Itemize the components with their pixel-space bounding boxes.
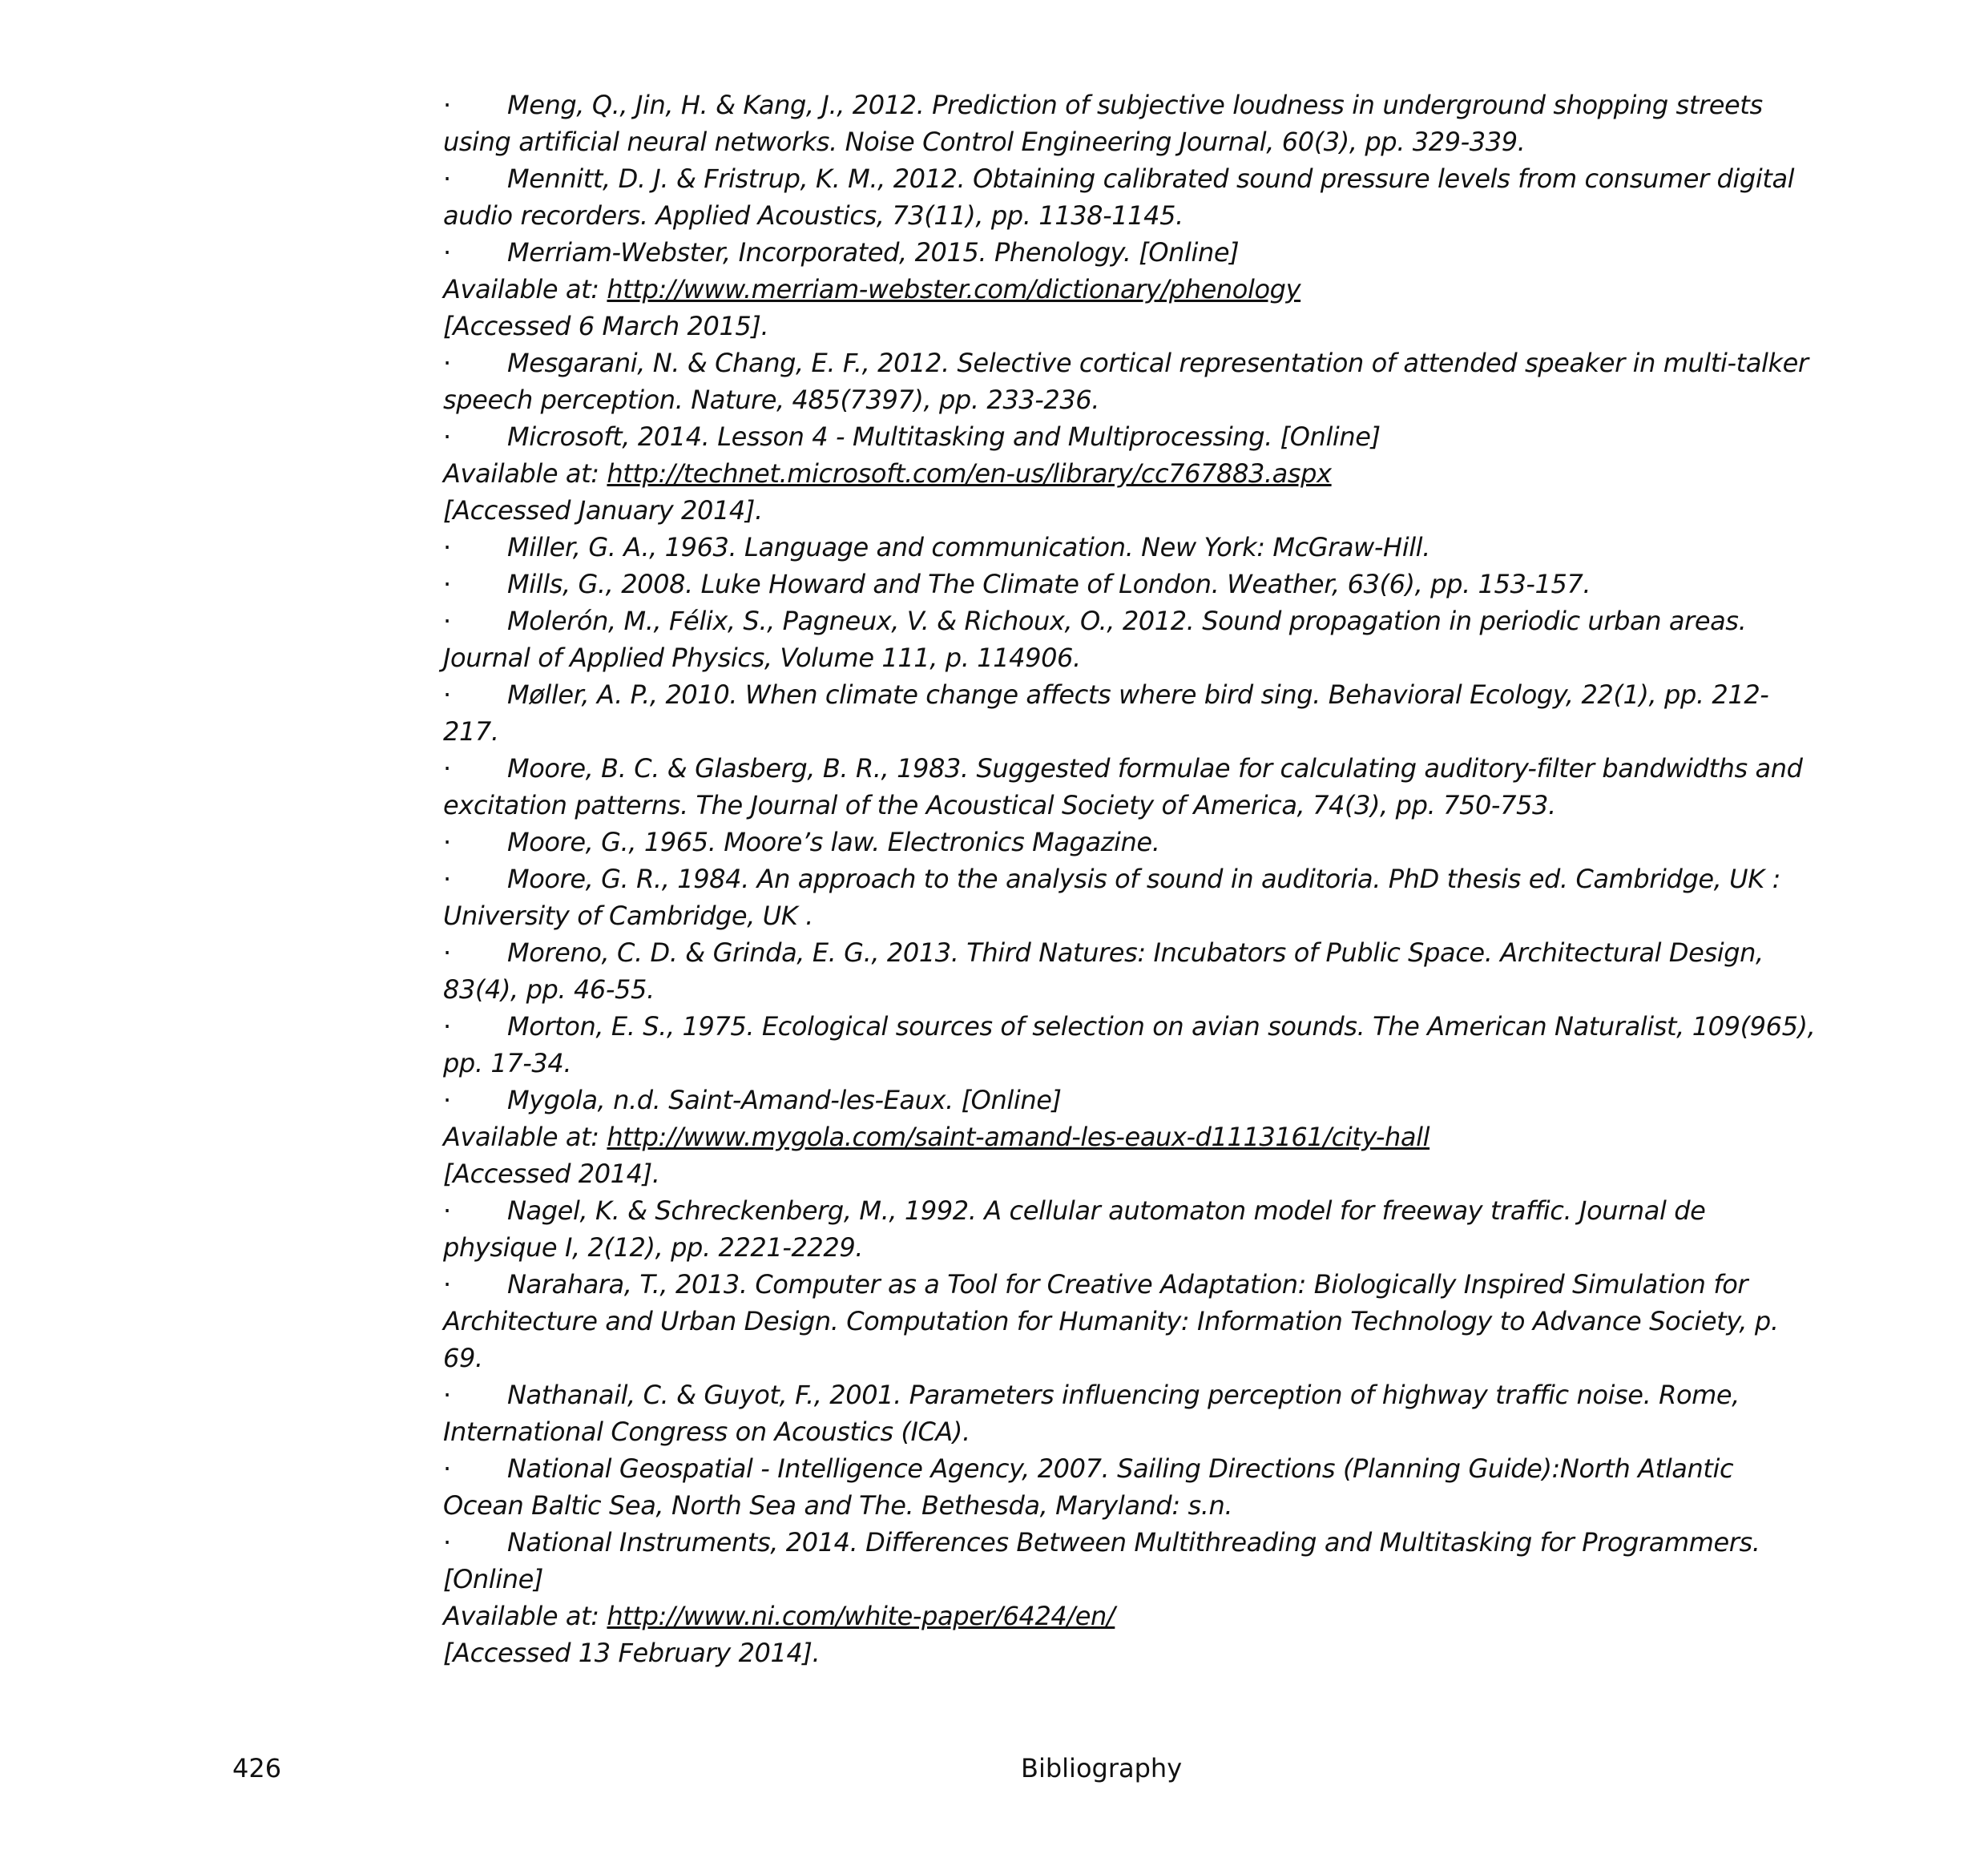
bullet-marker: ·: [443, 237, 451, 268]
reference-text: Ocean Baltic Sea, North Sea and The. Bethesda, Maryland: s.n.: [443, 1490, 1233, 1521]
reference-line: [443, 1229, 1797, 1266]
reference-text: 83(4), pp. 46-55.: [443, 974, 655, 1005]
available-at-line: [443, 271, 1797, 308]
reference-text: Nathanail, C. & Guyot, F., 2001. Parameters influencing perception of highway traffic noise. Rome,: [507, 1380, 1740, 1410]
reference-text: Mesgarani, N. & Chang, E. F., 2012. Selective cortical representation of attended speaker in multi-talker: [507, 348, 1809, 378]
reference-line: [443, 529, 1797, 566]
available-at-label: Available at:: [443, 1122, 607, 1152]
reference-line: [443, 418, 1797, 455]
accessed-date: [Accessed January 2014].: [443, 495, 763, 526]
reference-text: Moreno, C. D. & Grinda, E. G., 2013. Third Natures: Incubators of Public Space. Architectural Design,: [507, 937, 1764, 968]
reference-text: University of Cambridge, UK .: [443, 901, 813, 931]
reference-line: [443, 87, 1797, 123]
reference-text: audio recorders. Applied Acoustics, 73(11), pp. 1138-1145.: [443, 200, 1184, 231]
reference-entry: [443, 529, 1797, 566]
reference-url-link[interactable]: http://www.mygola.com/saint-amand-les-eaux-d1113161/city-hall: [607, 1122, 1430, 1152]
reference-entry: [443, 934, 1797, 1008]
reference-entry: [443, 418, 1797, 529]
reference-line: [443, 1561, 1797, 1598]
reference-text: physique I, 2(12), pp. 2221-2229.: [443, 1232, 864, 1263]
reference-line: [443, 381, 1797, 418]
reference-entry: [443, 160, 1797, 234]
accessed-date: [Accessed 2014].: [443, 1159, 660, 1189]
reference-text: National Geospatial - Intelligence Agency, 2007. Sailing Directions (Planning Guide):North Atlantic: [507, 1453, 1734, 1484]
reference-text: Journal of Applied Physics, Volume 111, p. 114906.: [443, 643, 1081, 673]
bullet-marker: ·: [443, 1527, 451, 1558]
reference-line: [443, 603, 1797, 639]
available-at-label: Available at:: [443, 274, 607, 304]
bullet-marker: ·: [443, 1453, 451, 1484]
reference-text: Moore, B. C. & Glasberg, B. R., 1983. Suggested formulae for calculating auditory-filter bandwidths and: [507, 753, 1803, 784]
bullet-marker: ·: [443, 532, 451, 562]
reference-line: [443, 160, 1797, 197]
reference-text: Moore, G., 1965. Moore’s law. Electronics Magazine.: [507, 827, 1160, 857]
reference-text: Moore, G. R., 1984. An approach to the analysis of sound in auditoria. PhD thesis ed. Cambridge, UK :: [507, 864, 1780, 894]
reference-line: [443, 860, 1797, 897]
reference-url-link[interactable]: http://www.ni.com/white-paper/6424/en/: [607, 1601, 1115, 1631]
bullet-marker: ·: [443, 753, 451, 784]
reference-line: [443, 123, 1797, 160]
reference-text: Molerón, M., Félix, S., Pagneux, V. & Richoux, O., 2012. Sound propagation in periodic urban areas.: [507, 606, 1747, 636]
reference-line: [443, 1487, 1797, 1524]
reference-text: Merriam-Webster, Incorporated, 2015. Phenology. [Online]: [507, 237, 1240, 268]
reference-line: [443, 639, 1797, 676]
available-at-label: Available at:: [443, 1601, 607, 1631]
reference-entry: [443, 566, 1797, 603]
reference-text: Mygola, n.d. Saint-Amand-les-Eaux. [Online]: [507, 1085, 1062, 1115]
reference-line: [443, 824, 1797, 860]
reference-line: [443, 1340, 1797, 1376]
bullet-marker: ·: [443, 1195, 451, 1226]
reference-line: [443, 566, 1797, 603]
bullet-marker: ·: [443, 864, 451, 894]
reference-text: 217.: [443, 716, 499, 747]
reference-text: 69.: [443, 1343, 483, 1373]
bullet-marker: ·: [443, 827, 451, 857]
reference-line: [443, 897, 1797, 934]
reference-text: International Congress on Acoustics (ICA).: [443, 1417, 970, 1447]
reference-text: National Instruments, 2014. Differences Between Multithreading and Multitasking for Programmers.: [507, 1527, 1760, 1558]
reference-entry: [443, 1192, 1797, 1266]
reference-entry: [443, 824, 1797, 860]
reference-text: Mills, G., 2008. Luke Howard and The Climate of London. Weather, 63(6), pp. 153-157.: [507, 569, 1591, 599]
reference-entry: [443, 1082, 1797, 1192]
bullet-marker: ·: [443, 1380, 451, 1410]
reference-line: [443, 1045, 1797, 1082]
bullet-marker: ·: [443, 937, 451, 968]
reference-line: [443, 787, 1797, 824]
reference-line: [443, 234, 1797, 271]
reference-text: pp. 17-34.: [443, 1048, 572, 1078]
reference-text: Nagel, K. & Schreckenberg, M., 1992. A cellular automaton model for freeway traffic. Journal de: [507, 1195, 1706, 1226]
reference-text: Miller, G. A., 1963. Language and communication. New York: McGraw-Hill.: [507, 532, 1430, 562]
bullet-marker: ·: [443, 606, 451, 636]
bullet-marker: ·: [443, 1269, 451, 1300]
reference-entry: [443, 676, 1797, 750]
reference-line: [443, 345, 1809, 381]
reference-line: [443, 713, 1797, 750]
reference-entry: [443, 1524, 1797, 1671]
bullet-marker: ·: [443, 569, 451, 599]
reference-line: [443, 1266, 1797, 1303]
reference-text: Morton, E. S., 1975. Ecological sources of selection on avian sounds. The American Naturalist, 109(965),: [507, 1011, 1816, 1042]
reference-line: [443, 1524, 1797, 1561]
accessed-date: [Accessed 6 March 2015].: [443, 311, 769, 341]
bullet-marker: ·: [443, 421, 451, 452]
reference-line: [443, 750, 1803, 787]
reference-line: [443, 1008, 1816, 1045]
accessed-date: [Accessed 13 February 2014].: [443, 1638, 821, 1668]
reference-entry: [443, 1450, 1797, 1524]
reference-entry: [443, 603, 1797, 676]
reference-line: [443, 971, 1797, 1008]
reference-text: [Online]: [443, 1564, 543, 1594]
reference-line: [443, 1450, 1797, 1487]
reference-entry: [443, 1266, 1797, 1376]
reference-text: Architecture and Urban Design. Computation for Humanity: Information Technology to Advance Society, p.: [443, 1306, 1779, 1336]
reference-entry: [443, 750, 1803, 824]
bibliography-list: [443, 87, 1816, 1671]
bullet-marker: ·: [443, 679, 451, 710]
available-at-label: Available at:: [443, 458, 607, 489]
reference-url-link[interactable]: http://www.merriam-webster.com/dictionary/phenology: [607, 274, 1301, 304]
reference-url-link[interactable]: http://technet.microsoft.com/en-us/library/cc767883.aspx: [607, 458, 1332, 489]
reference-text: Meng, Q., Jin, H. & Kang, J., 2012. Prediction of subjective loudness in underground shopping streets: [507, 90, 1763, 120]
available-at-line: [443, 1118, 1797, 1155]
bullet-marker: ·: [443, 348, 451, 378]
reference-text: using artificial neural networks. Noise Control Engineering Journal, 60(3), pp. 329-339.: [443, 127, 1526, 157]
available-at-line: [443, 1598, 1797, 1634]
reference-entry: [443, 860, 1797, 934]
reference-line: [443, 197, 1797, 234]
section-title: Bibliography: [1021, 1753, 1183, 1783]
reference-text: Møller, A. P., 2010. When climate change affects where bird sing. Behavioral Ecology, 22(1), pp. 212-: [507, 679, 1769, 710]
reference-line: [443, 1082, 1797, 1118]
reference-entry: [443, 1376, 1797, 1450]
reference-line: [443, 1413, 1797, 1450]
reference-entry: [443, 234, 1797, 345]
bullet-marker: ·: [443, 1085, 451, 1115]
reference-text: Microsoft, 2014. Lesson 4 - Multitasking and Multiprocessing. [Online]: [507, 421, 1381, 452]
reference-text: Narahara, T., 2013. Computer as a Tool for Creative Adaptation: Biologically Inspired Simulation for: [507, 1269, 1748, 1300]
reference-entry: [443, 1008, 1816, 1082]
bullet-marker: ·: [443, 163, 451, 194]
bullet-marker: ·: [443, 1011, 451, 1042]
bullet-marker: ·: [443, 90, 451, 120]
reference-text: speech perception. Nature, 485(7397), pp. 233-236.: [443, 385, 1100, 415]
reference-entry: [443, 87, 1797, 160]
reference-line: [443, 934, 1797, 971]
reference-text: Mennitt, D. J. & Fristrup, K. M., 2012. Obtaining calibrated sound pressure levels from consumer digital: [507, 163, 1795, 194]
reference-line: [443, 1192, 1797, 1229]
reference-entry: [443, 345, 1809, 418]
reference-line: [443, 1376, 1797, 1413]
reference-line: [443, 676, 1797, 713]
reference-text: excitation patterns. The Journal of the Acoustical Society of America, 74(3), pp. 750-753.: [443, 790, 1556, 820]
reference-line: [443, 1303, 1797, 1340]
page-number: 426: [232, 1753, 282, 1783]
available-at-line: [443, 455, 1797, 492]
